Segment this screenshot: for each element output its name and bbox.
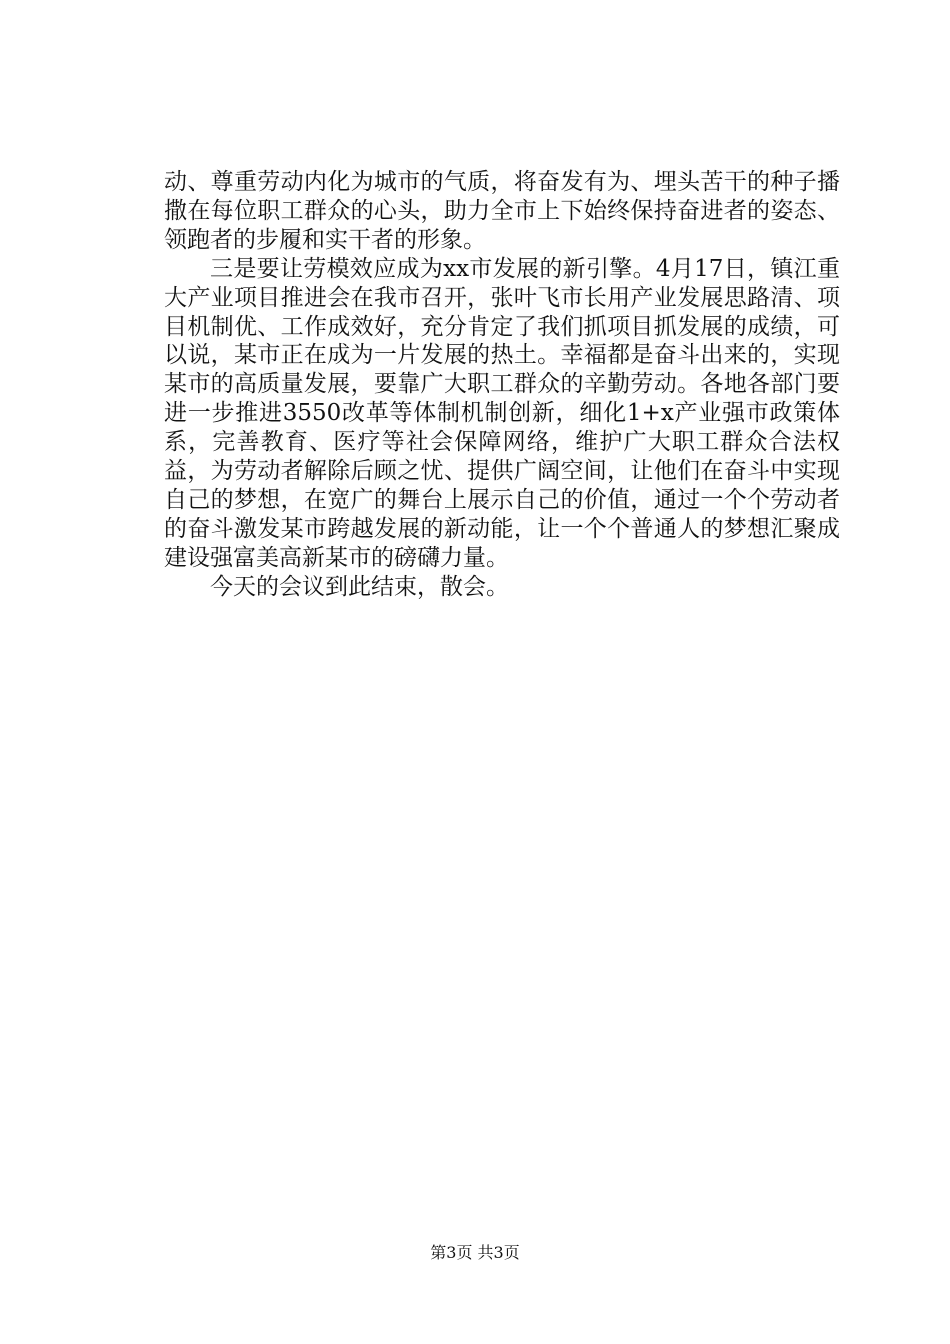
paragraph-3: 今天的会议到此结束，散会。 (210, 573, 509, 600)
paragraph-2: 三是要让劳模效应成为xx市发展的新引擎。4月17日，镇江重大产业项目推进会在我市召开，张叶飞市长用产业发展思路清、项目机制优、工作成效好，充分肯定了我们抓项目抓发展的成绩，可以说，某市正在成为一片发展的热土。幸福都是奋斗出来的，实现某市的高质量发展，要靠广大职工群众的辛勤劳动。各地各部门要进一步推进3550改革等体制机制创新，细化1+x产业强市政策体系，完善教育、医疗等社会保障网络，维护广大职工群众合法权益，为劳动者解除后顾之忧、提供广阔空间，让他们在奋斗中实现自己的梦想，在宽广的舞台上展示自己的价值，通过一个个劳动者的奋斗激发某市跨越发展的新动能，让一个个普通人的梦想汇聚成建设强富美高新某市的磅礴力量。 (164, 255, 840, 571)
paragraph-1: 动、尊重劳动内化为城市的气质，将奋发有为、埋头苦干的种子播撒在每位职工群众的心头，助力全市上下始终保持奋进者的姿态、领跑者的步履和实干者的形象。 (164, 169, 840, 253)
document-body (164, 168, 840, 602)
page-number-footer: 第3页 共3页 (430, 1243, 520, 1262)
